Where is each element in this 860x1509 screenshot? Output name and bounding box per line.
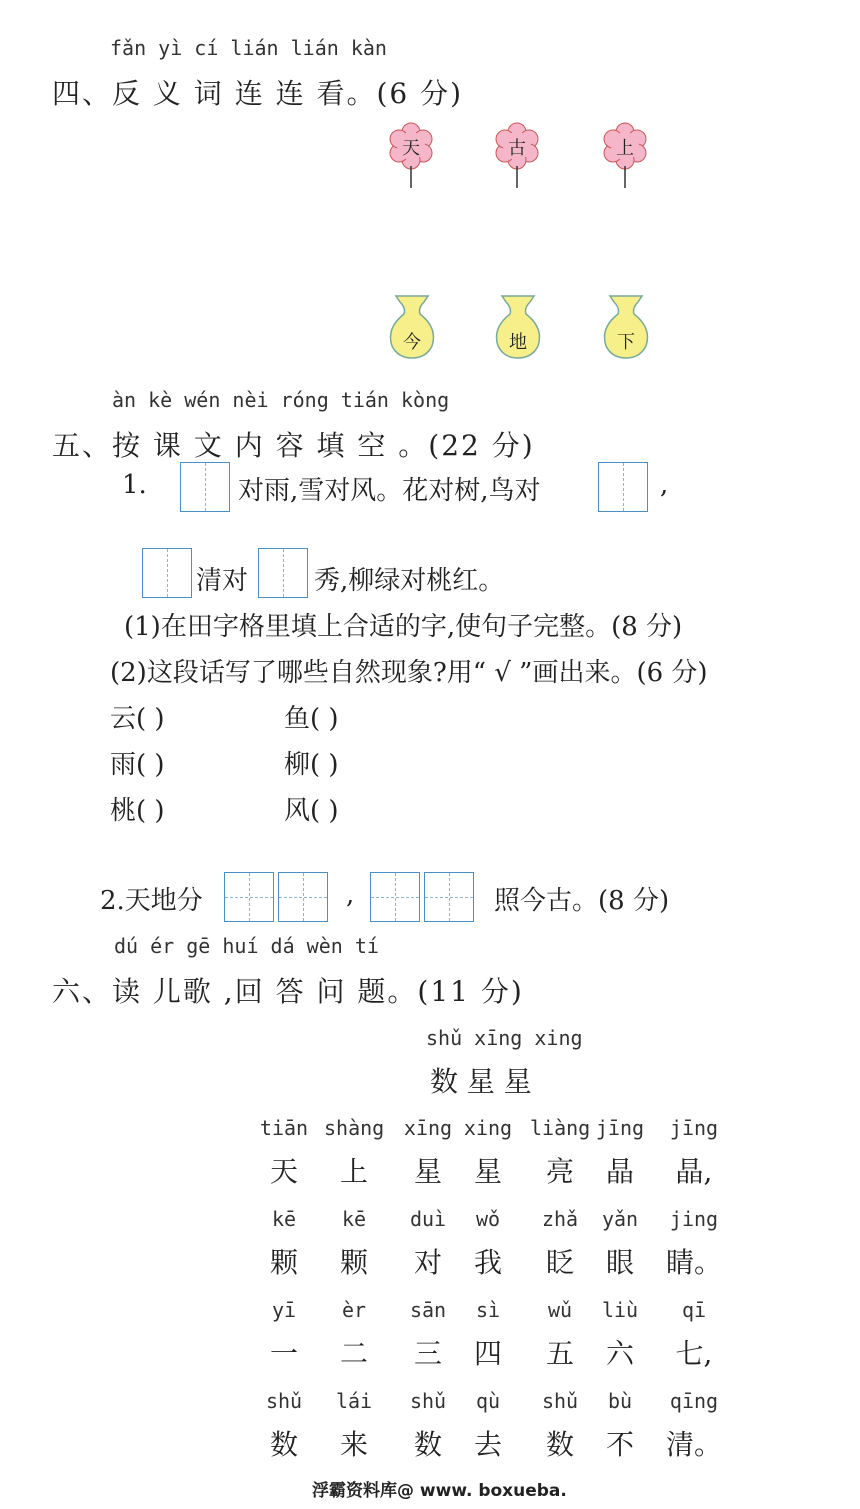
check-item[interactable]: 桃( )	[110, 796, 165, 826]
poem-char: 六	[605, 1337, 634, 1370]
poem-char: 睛。	[665, 1246, 722, 1279]
poem-pinyin: qī	[681, 1298, 707, 1322]
poem-char: 数	[413, 1428, 442, 1461]
flower-card[interactable]	[492, 122, 542, 192]
poem-pinyin: qīng	[669, 1389, 719, 1413]
q1-text-b: 清对	[196, 566, 249, 596]
tianzige-box[interactable]	[180, 462, 230, 512]
poem-pinyin: shàng	[324, 1116, 385, 1140]
poem-pinyin: kē	[341, 1207, 367, 1231]
check-item[interactable]: 鱼( )	[284, 704, 339, 734]
flower-card[interactable]	[600, 122, 650, 192]
check-item[interactable]: 风( )	[284, 796, 339, 826]
poem-pinyin: zhǎ	[541, 1207, 579, 1231]
q2-text-a: 2.天地分	[100, 886, 203, 916]
q2-comma: ,	[346, 880, 355, 910]
poem-char: 对	[413, 1246, 442, 1279]
poem-pinyin: shǔ	[541, 1389, 579, 1413]
poem-pinyin: shǔ	[409, 1389, 447, 1413]
poem-char: 上	[339, 1155, 368, 1188]
poem-char: 天	[269, 1155, 298, 1188]
poem-title-pinyin: shǔ xīng xing	[426, 1026, 583, 1050]
poem-char: 数	[545, 1428, 574, 1461]
poem-char: 四	[473, 1337, 502, 1370]
tianzige-box[interactable]	[258, 548, 308, 598]
flower-char: 上	[616, 138, 634, 159]
poem-char: 不	[605, 1428, 634, 1461]
tianzige-box[interactable]	[224, 872, 274, 922]
poem-char: 颗	[339, 1246, 368, 1279]
s5-title: 五、按 课 文 内 容 填 空 。(22 分)	[52, 429, 535, 462]
poem-char: 二	[339, 1337, 368, 1370]
q1-text-a: 对雨,雪对风。花对树,鸟对	[238, 476, 541, 506]
s4-pinyin: fǎn yì cí lián lián kàn	[110, 36, 387, 60]
poem-pinyin: liàng	[530, 1116, 591, 1140]
tianzige-box[interactable]	[278, 872, 328, 922]
q1-text-c: 秀,柳绿对桃红。	[314, 566, 505, 596]
poem-char: 清。	[665, 1428, 722, 1461]
tianzige-box[interactable]	[142, 548, 192, 598]
footer-watermark: 浮霸资料库@ www. boxueba.	[312, 1481, 567, 1501]
vase-char: 下	[617, 332, 635, 353]
vase-card[interactable]	[384, 292, 440, 362]
poem-pinyin: tiān	[259, 1116, 309, 1140]
s6-pinyin: dú ér gē huí dá wèn tí	[114, 934, 379, 958]
sub-question-1: (1)在田字格里填上合适的字,使句子完整。(8 分)	[124, 612, 683, 642]
vase-char: 地	[509, 332, 527, 353]
poem-char: 晶,	[675, 1155, 713, 1188]
poem-char: 来	[339, 1428, 368, 1461]
poem-char: 七,	[675, 1337, 713, 1370]
poem-char: 数	[269, 1428, 298, 1461]
poem-char: 我	[473, 1246, 502, 1279]
poem-char: 一	[269, 1337, 298, 1370]
check-item[interactable]: 柳( )	[284, 750, 339, 780]
poem-pinyin: xīng	[403, 1116, 453, 1140]
vase-card[interactable]	[490, 292, 546, 362]
poem-pinyin: yǎn	[601, 1207, 639, 1231]
poem-pinyin: xing	[463, 1116, 513, 1140]
poem-pinyin: bù	[607, 1389, 633, 1413]
poem-char: 去	[473, 1428, 502, 1461]
flower-char: 天	[402, 138, 420, 159]
poem-char: 星	[413, 1155, 442, 1188]
poem-pinyin: sān	[409, 1298, 447, 1322]
poem-pinyin: shǔ	[265, 1389, 303, 1413]
q1-comma: ,	[660, 470, 669, 500]
poem-char: 亮	[545, 1155, 574, 1188]
check-item[interactable]: 云( )	[110, 704, 165, 734]
vase-card[interactable]	[598, 292, 654, 362]
tianzige-box[interactable]	[598, 462, 648, 512]
tianzige-box[interactable]	[424, 872, 474, 922]
flower-char: 古	[508, 138, 526, 159]
poem-pinyin: wǒ	[475, 1207, 501, 1231]
poem-char: 晶	[605, 1155, 634, 1188]
poem-char: 五	[545, 1337, 574, 1370]
flower-card[interactable]	[386, 122, 436, 192]
poem-pinyin: liù	[601, 1298, 639, 1322]
poem-char: 颗	[269, 1246, 298, 1279]
poem-pinyin: jīng	[595, 1116, 645, 1140]
poem-pinyin: kē	[271, 1207, 297, 1231]
s6-title: 六、读 儿歌 ,回 答 问 题。(11 分)	[52, 975, 524, 1008]
poem-char: 眨	[545, 1246, 574, 1279]
poem-char: 星	[473, 1155, 502, 1188]
poem-pinyin: lái	[335, 1389, 373, 1413]
poem-pinyin: yī	[271, 1298, 297, 1322]
poem-char: 三	[413, 1337, 442, 1370]
q2-text-b: 照今古。(8 分)	[494, 886, 670, 916]
poem-pinyin: duì	[409, 1207, 447, 1231]
vase-char: 今	[403, 332, 421, 353]
q1-number: 1.	[122, 470, 147, 500]
poem-pinyin: èr	[341, 1298, 367, 1322]
tianzige-box[interactable]	[370, 872, 420, 922]
poem-pinyin: sì	[475, 1298, 501, 1322]
poem-pinyin: qù	[475, 1389, 501, 1413]
poem-pinyin: wǔ	[547, 1298, 573, 1322]
poem-pinyin: jīng	[669, 1116, 719, 1140]
s5-pinyin: àn kè wén nèi róng tián kòng	[112, 388, 450, 412]
check-item[interactable]: 雨( )	[110, 750, 165, 780]
s4-title: 四、反 义 词 连 连 看。(6 分)	[52, 77, 464, 110]
poem-char: 眼	[605, 1246, 634, 1279]
poem-title: 数 星 星	[430, 1065, 532, 1098]
poem-pinyin: jing	[669, 1207, 719, 1231]
sub-question-2: (2)这段话写了哪些自然现象?用“ √ ”画出来。(6 分)	[110, 658, 708, 688]
